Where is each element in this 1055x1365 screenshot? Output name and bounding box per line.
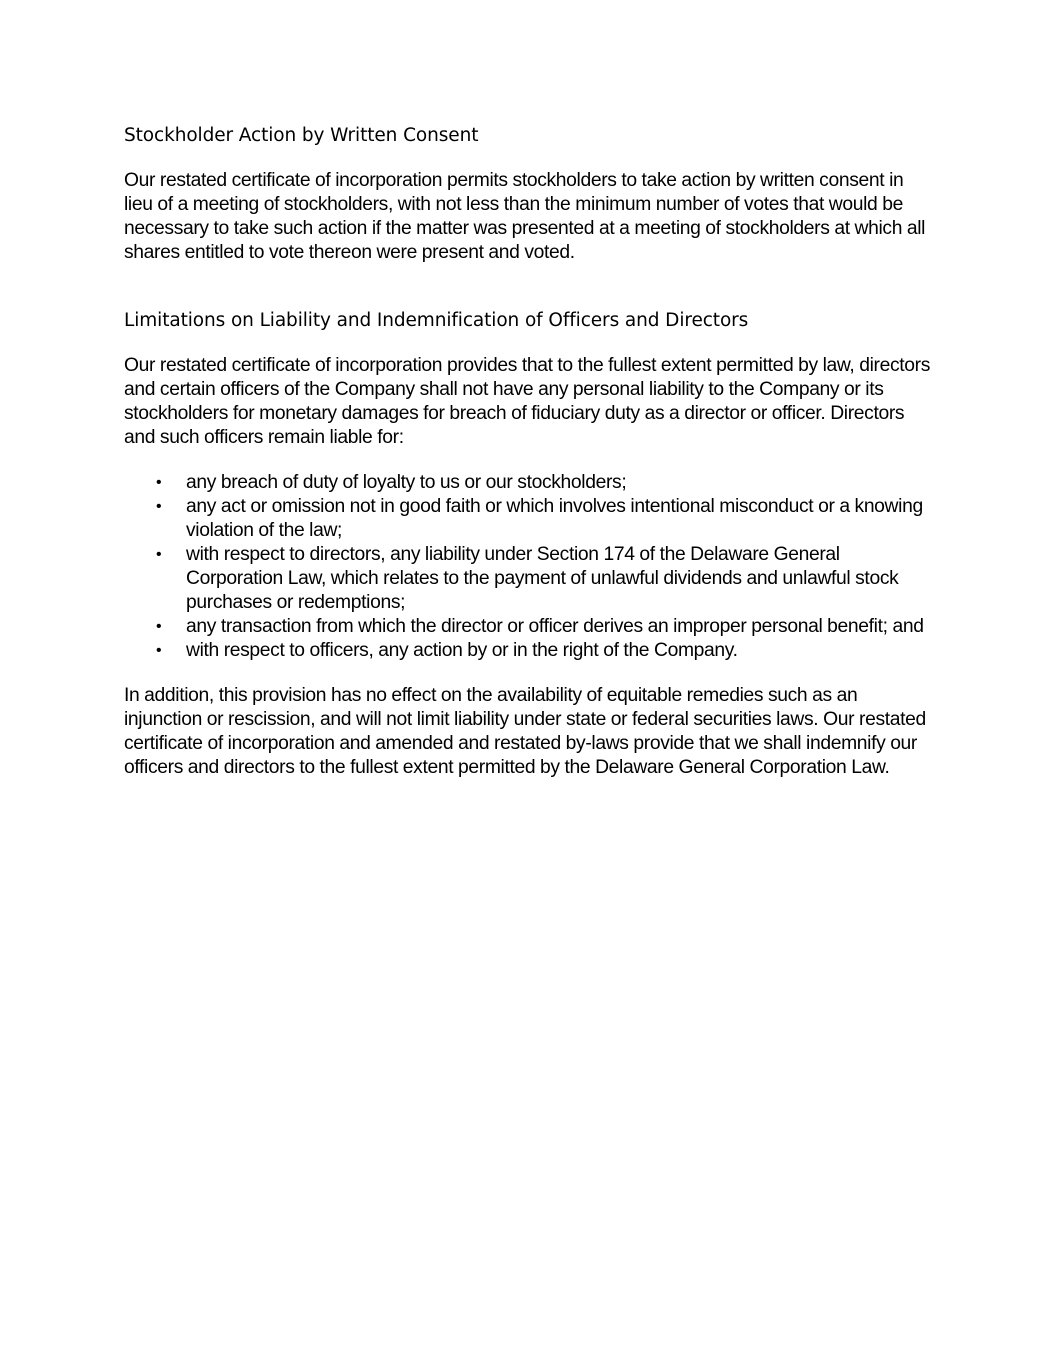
section-heading-limitations-liability: Limitations on Liability and Indemnification of Officers and Directors [124,310,749,331]
section-heading-written-consent: Stockholder Action by Written Consent [124,125,479,146]
list-item-text: any transaction from which the director or officer derives an improper personal benefit; and [186,616,924,637]
liability-exceptions-list [124,471,934,663]
bullet-icon: • [156,498,162,515]
written-consent-paragraph: Our restated certificate of incorporation permits stockholders to take action by written consent in lieu of a meeting of stockholders, with not less than the minimum number of votes that would be necessary to take such action if the matter was presented at a meeting of stockholders at which all shares entitled to vote thereon were present and voted. [124,170,926,263]
bullet-icon: • [156,618,162,635]
list-item-text: with respect to officers, any action by or in the right of the Company. [186,640,738,661]
list-item [124,471,934,495]
bullet-icon: • [156,474,162,491]
list-item [124,615,934,639]
list-item-text: with respect to directors, any liability under Section 174 of the Delaware General Corporation Law, which relates to the payment of unlawful dividends and unlawful stock purchases or redemptions; [186,544,899,613]
indemnification-closing-paragraph: In addition, this provision has no effect on the availability of equitable remedies such as an injunction or rescission, and will not limit liability under state or federal securities laws. Our restated certificate of incorporation and amended and restated by-laws provide that we shall indemnify our officers and directors to the fullest extent permitted by the Delaware General Corporation Law. [124,685,926,778]
list-item-text: any act or omission not in good faith or which involves intentional misconduct or a knowing violation of the law; [186,496,923,541]
bullet-icon: • [156,546,162,563]
list-item [124,495,934,543]
list-item-text: any breach of duty of loyalty to us or our stockholders; [186,472,627,493]
bullet-icon: • [156,642,162,659]
list-item [124,639,934,663]
list-item [124,543,934,615]
limitations-liability-paragraph: Our restated certificate of incorporation provides that to the fullest extent permitted by law, directors and certain officers of the Company shall not have any personal liability to the Company or its stockholders for monetary damages for breach of fiduciary duty as a director or officer. Directors and such officers remain liable for: [124,355,931,448]
document-page [124,122,934,780]
